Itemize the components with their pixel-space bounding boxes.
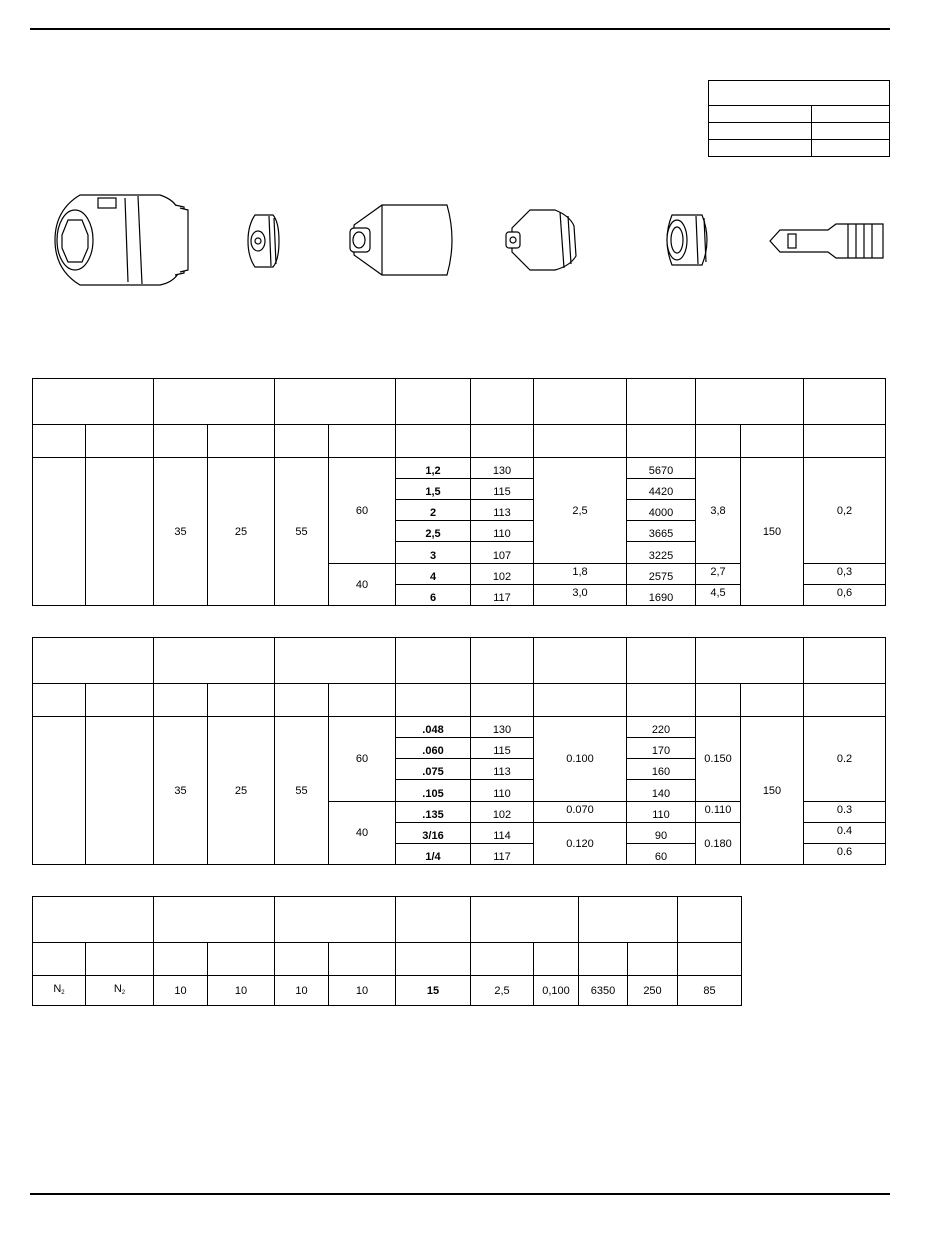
data-cell: 140 [627,780,696,802]
data-cell: 0.110 [696,802,741,823]
data-cell: 4000 [627,500,696,521]
subheader-cell [627,425,696,458]
header-cell [154,638,275,684]
data-cell: 115 [471,738,534,759]
data-cell: 220 [627,717,696,738]
data-cell: 3225 [627,542,696,564]
data-cell: 6350 [579,976,628,1006]
data-cell: 0,3 [804,564,886,585]
reference-box [708,80,890,156]
subheader-cell [329,684,396,717]
shield-part-image [50,190,195,290]
data-cell: 3,0 [534,585,627,606]
ref-box-cell [812,106,890,123]
data-cell: 0.2 [804,717,886,802]
header-cell [275,638,396,684]
data-cell: 102 [471,802,534,823]
thickness-cell: .060 [396,738,471,759]
header-cell [275,379,396,425]
data-cell: 110 [471,780,534,802]
subheader-cell [154,684,208,717]
data-cell: 55 [275,458,329,606]
data-cell: 0.070 [534,802,627,823]
subheader-cell [534,425,627,458]
ref-box-header [709,81,890,106]
subheader-cell [471,943,534,976]
header-cell [471,638,534,684]
data-cell: 113 [471,500,534,521]
data-cell: 25 [208,458,275,606]
data-cell: 170 [627,738,696,759]
subheader-cell [804,684,886,717]
subheader-cell [275,943,329,976]
thickness-cell: 1,5 [396,479,471,500]
header-cell [534,638,627,684]
subheader-cell [579,943,628,976]
subheader-cell [154,943,208,976]
data-cell: 130 [471,717,534,738]
data-cell [33,458,86,606]
data-cell [86,458,154,606]
data-cell: 10 [275,976,329,1006]
header-cell [579,897,678,943]
shield-cap-part-image [245,212,283,270]
header-cell [154,379,275,425]
data-cell: 130 [471,458,534,479]
data-cell: 0,6 [804,585,886,606]
data-cell: 110 [471,521,534,542]
data-cell: 25 [208,717,275,865]
data-cell: 4,5 [696,585,741,606]
data-cell [86,717,154,865]
data-cell: 15 [396,976,471,1006]
thickness-cell: 1/4 [396,844,471,865]
data-cell: 117 [471,585,534,606]
data-cell: 60 [329,458,396,564]
header-cell [696,379,804,425]
header-cell [396,379,471,425]
top-rule [30,28,890,30]
ref-box-cell [709,106,812,123]
thickness-cell: 3/16 [396,823,471,844]
subheader-cell [696,684,741,717]
data-cell: 2,5 [534,458,627,564]
thickness-cell: 4 [396,564,471,585]
data-cell: 0.180 [696,823,741,865]
data-cell: 85 [678,976,742,1006]
subheader-cell [33,425,86,458]
bottom-rule [30,1193,890,1195]
data-cell: 102 [471,564,534,585]
subheader-cell [33,684,86,717]
thickness-cell: 3 [396,542,471,564]
data-cell: 90 [627,823,696,844]
data-cell: 110 [627,802,696,823]
header-cell [33,897,154,943]
data-cell: 0.6 [804,844,886,865]
data-cell: 0,100 [534,976,579,1006]
thickness-cell: 1,2 [396,458,471,479]
data-cell: 150 [741,458,804,606]
subheader-cell [329,425,396,458]
data-cell: 0.150 [696,717,741,802]
data-cell: 160 [627,759,696,780]
ref-box-cell [709,123,812,140]
subheader-cell [86,943,154,976]
subheader-cell [33,943,86,976]
nozzle-part-image [500,206,580,274]
data-cell: 150 [741,717,804,865]
subheader-cell [154,425,208,458]
gas-cell: $N_2$ [86,976,154,1006]
data-cell [33,717,86,865]
data-cell: 4420 [627,479,696,500]
header-cell [33,638,154,684]
gas-cell: $N_2$ [33,976,86,1006]
data-cell: 0.120 [534,823,627,865]
data-cell: 117 [471,844,534,865]
header-cell [627,379,696,425]
header-cell [678,897,742,943]
data-cell: 1690 [627,585,696,606]
subheader-cell [86,425,154,458]
thickness-cell: 2 [396,500,471,521]
data-cell: 35 [154,458,208,606]
data-cell: 10 [154,976,208,1006]
ref-box-cell [812,123,890,140]
header-cell [804,379,886,425]
data-cell: 40 [329,802,396,865]
data-cell: 115 [471,479,534,500]
data-cell: 3,8 [696,458,741,564]
subheader-cell [678,943,742,976]
subheader-cell [275,425,329,458]
data-cell: 113 [471,759,534,780]
subheader-cell [534,943,579,976]
data-cell: 107 [471,542,534,564]
subheader-cell [741,425,804,458]
header-cell [804,638,886,684]
data-cell: 0.3 [804,802,886,823]
data-cell: 0.4 [804,823,886,844]
header-cell [154,897,275,943]
subheader-cell [208,684,275,717]
table-row [33,458,886,479]
data-cell: 40 [329,564,396,606]
data-cell: 5670 [627,458,696,479]
header-cell [696,638,804,684]
data-cell: 60 [627,844,696,865]
thickness-cell: 6 [396,585,471,606]
header-cell [275,897,396,943]
data-cell: 2575 [627,564,696,585]
subheader-cell [275,684,329,717]
data-cell: 2,7 [696,564,741,585]
data-cell: 10 [329,976,396,1006]
cut-chart-imperial-table [32,637,886,865]
subheader-cell [471,425,534,458]
subheader-cell [208,943,275,976]
header-cell [471,897,579,943]
subheader-cell [471,684,534,717]
header-cell [471,379,534,425]
data-cell: 10 [208,976,275,1006]
subheader-cell [627,684,696,717]
data-cell: 2,5 [471,976,534,1006]
subheader-cell [534,684,627,717]
ref-box-cell [812,140,890,157]
subheader-cell [86,684,154,717]
electrode-part-image [768,218,886,264]
subheader-cell [804,425,886,458]
marking-table [32,896,742,1006]
data-cell: 250 [628,976,678,1006]
swirl-ring-part-image [660,212,715,268]
subheader-cell [741,684,804,717]
subheader-cell [396,943,471,976]
data-cell: 3665 [627,521,696,542]
data-cell: 0.100 [534,717,627,802]
table-row [33,976,742,1006]
ref-box-cell [709,140,812,157]
header-cell [627,638,696,684]
data-cell: 0,2 [804,458,886,564]
header-cell [396,897,471,943]
cut-chart-metric-table [32,378,886,606]
data-cell: 60 [329,717,396,802]
header-cell [396,638,471,684]
header-cell [534,379,627,425]
data-cell: 55 [275,717,329,865]
thickness-cell: .075 [396,759,471,780]
subheader-cell [329,943,396,976]
data-cell: 35 [154,717,208,865]
retaining-cap-part-image [342,200,462,280]
header-cell [33,379,154,425]
data-cell: 114 [471,823,534,844]
subheader-cell [396,425,471,458]
thickness-cell: .048 [396,717,471,738]
subheader-cell [696,425,741,458]
subheader-cell [396,684,471,717]
thickness-cell: .135 [396,802,471,823]
thickness-cell: .105 [396,780,471,802]
thickness-cell: 2,5 [396,521,471,542]
data-cell: 1,8 [534,564,627,585]
subheader-cell [208,425,275,458]
subheader-cell [628,943,678,976]
table-row [33,717,886,738]
